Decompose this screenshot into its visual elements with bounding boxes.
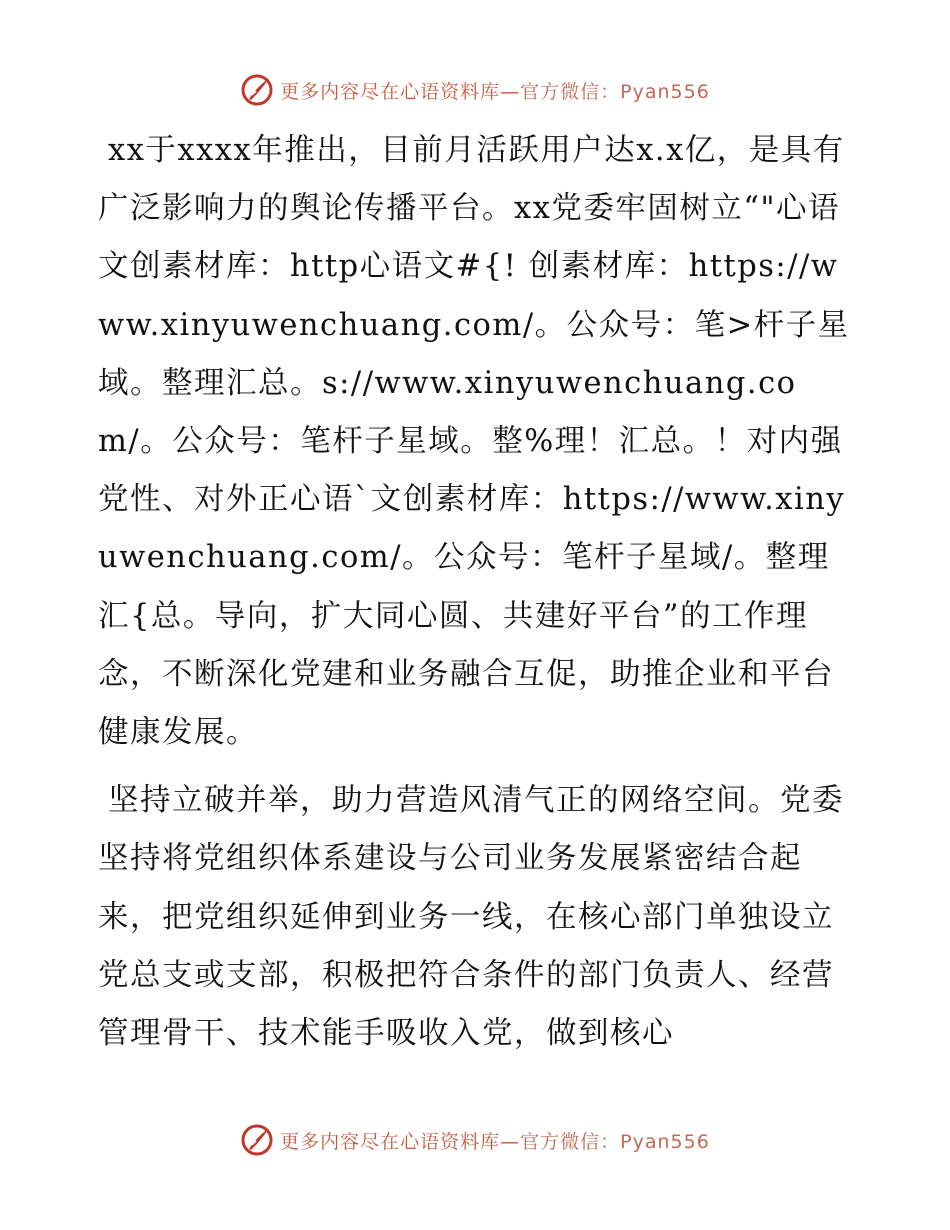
header-banner [0,70,950,110]
quill-pen-logo-icon [240,1123,274,1157]
banner-text [280,77,710,104]
body-paragraph-2: 坚持立破并举，助力营造风清气正的网络空间。党委坚持将党组织体系建设与公司业务发展紧密结合起来，把党组织延伸到业务一线，在核心部门单独设立党总支或支部，积极把符合条件的部门负责人、经营管理骨干、技术能手吸收入党，做到核心 [98,783,844,1052]
quill-pen-logo-icon [240,73,274,107]
banner-main-text: 更多内容尽在心语资料库— [280,80,521,103]
footer-banner [0,1120,950,1160]
banner-wechat-text: 官方微信：Pyan556 [520,80,710,103]
document-body [98,122,850,1063]
banner-main-text: 更多内容尽在心语资料库— [280,1130,521,1153]
banner-text [280,1127,710,1154]
body-paragraph-1: xx于xxxx年推出，目前月活跃用户达x.x亿，是具有广泛影响力的舆论传播平台。xx党委牢固树立“"心语文创素材库：http心语文#{! 创素材库：https://www.xinyuwenchuang.com/。公众号：笔>杆子星域。整理汇总。s://www.xinyuwenchuang.com/。公众号：笔杆子星域。整%理！汇总。！对内强党性、对外正心语`文创素材库：https://www.xinyuwenchuang.com/。公众号：笔杆子星域/。整理汇{总。导向，扩大同心圆、共建好平台”的工作理念，不断深化党建和业务融合互促，助推企业和平台健康发展。 [98,133,850,751]
banner-wechat-text: 官方微信：Pyan556 [520,1130,710,1153]
